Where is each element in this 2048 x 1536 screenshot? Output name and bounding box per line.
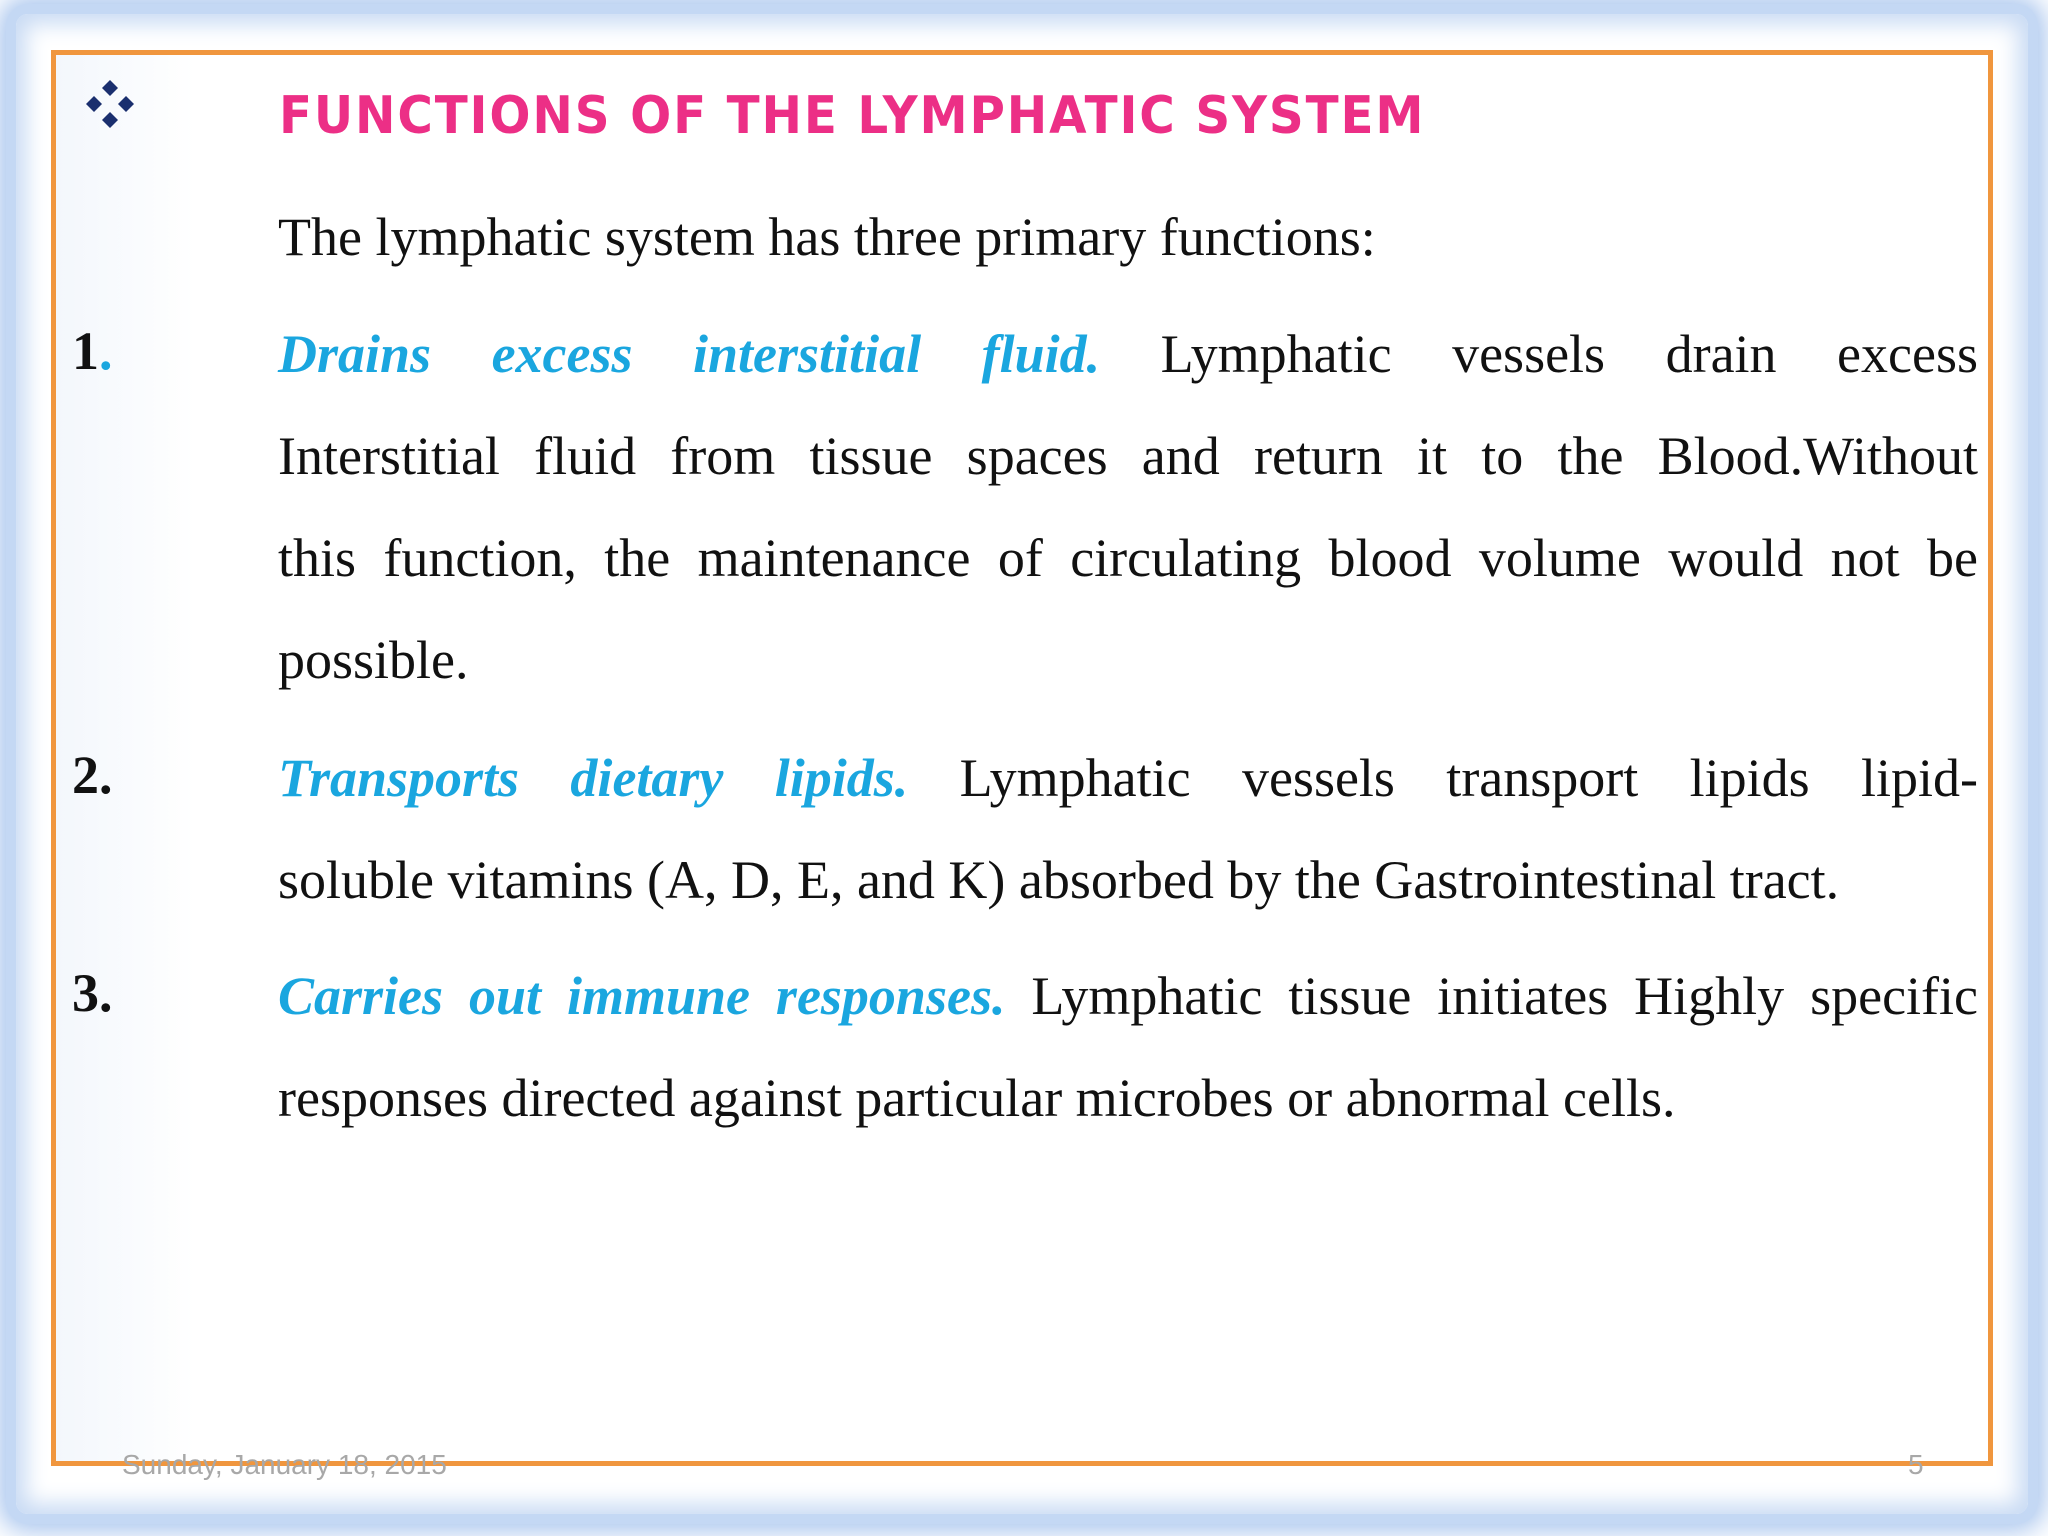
item-first-line — [278, 727, 1978, 829]
item-number-2 — [72, 744, 113, 806]
intro-text: The lymphatic system has three primary functions: — [278, 207, 1376, 267]
slide-title: FUNCTIONS OF THE LYMPHATIC SYSTEM — [279, 86, 1426, 146]
item-text-line: Interstitial fluid from tissue spaces and return it to the Blood.Without — [278, 426, 1978, 486]
list-item-immune-responses — [278, 945, 1978, 1149]
item-heading: Drains excess interstitial fluid. — [278, 324, 1101, 384]
item-heading: Transports dietary lipids. — [278, 748, 909, 808]
item-text-line: Lymphatic vessels transport lipids lipid- — [959, 748, 1979, 808]
item-text-line: responses directed against particular microbes or abnormal cells. — [278, 1068, 1676, 1128]
footer-date: Sunday, January 18, 2015 — [122, 1449, 447, 1480]
item-heading: Carries out immune responses. — [278, 966, 1006, 1026]
item-number-digit: 1 — [72, 321, 99, 381]
item-number-digit: 3 — [72, 963, 99, 1023]
item-text-line: possible. — [278, 630, 469, 690]
item-first-line — [278, 303, 1978, 405]
item-number-digit: 2 — [72, 745, 99, 805]
item-number-1 — [72, 320, 113, 382]
item-text-line: soluble vitamins (A, D, E, and K) absorbed by the Gastrointestinal tract. — [278, 850, 1840, 910]
item-text-line: this function, the maintenance of circulating blood volume would not be — [278, 528, 1978, 588]
item-number-dot: . — [99, 745, 113, 805]
item-first-line — [278, 945, 1978, 1047]
item-number-dot: . — [99, 321, 113, 381]
list-item-transports-lipids — [278, 727, 1978, 931]
item-number-dot: . — [99, 963, 113, 1023]
item-number-3 — [72, 962, 113, 1024]
item-text-line: Lymphatic vessels drain excess — [1160, 324, 1978, 384]
footer-page-number: 5 — [1908, 1449, 1924, 1480]
item-text-line: Lymphatic tissue initiates Highly specific — [1031, 966, 1979, 1026]
list-item-drains-fluid — [278, 303, 1978, 711]
four-diamond-bullet-icon — [80, 78, 140, 138]
